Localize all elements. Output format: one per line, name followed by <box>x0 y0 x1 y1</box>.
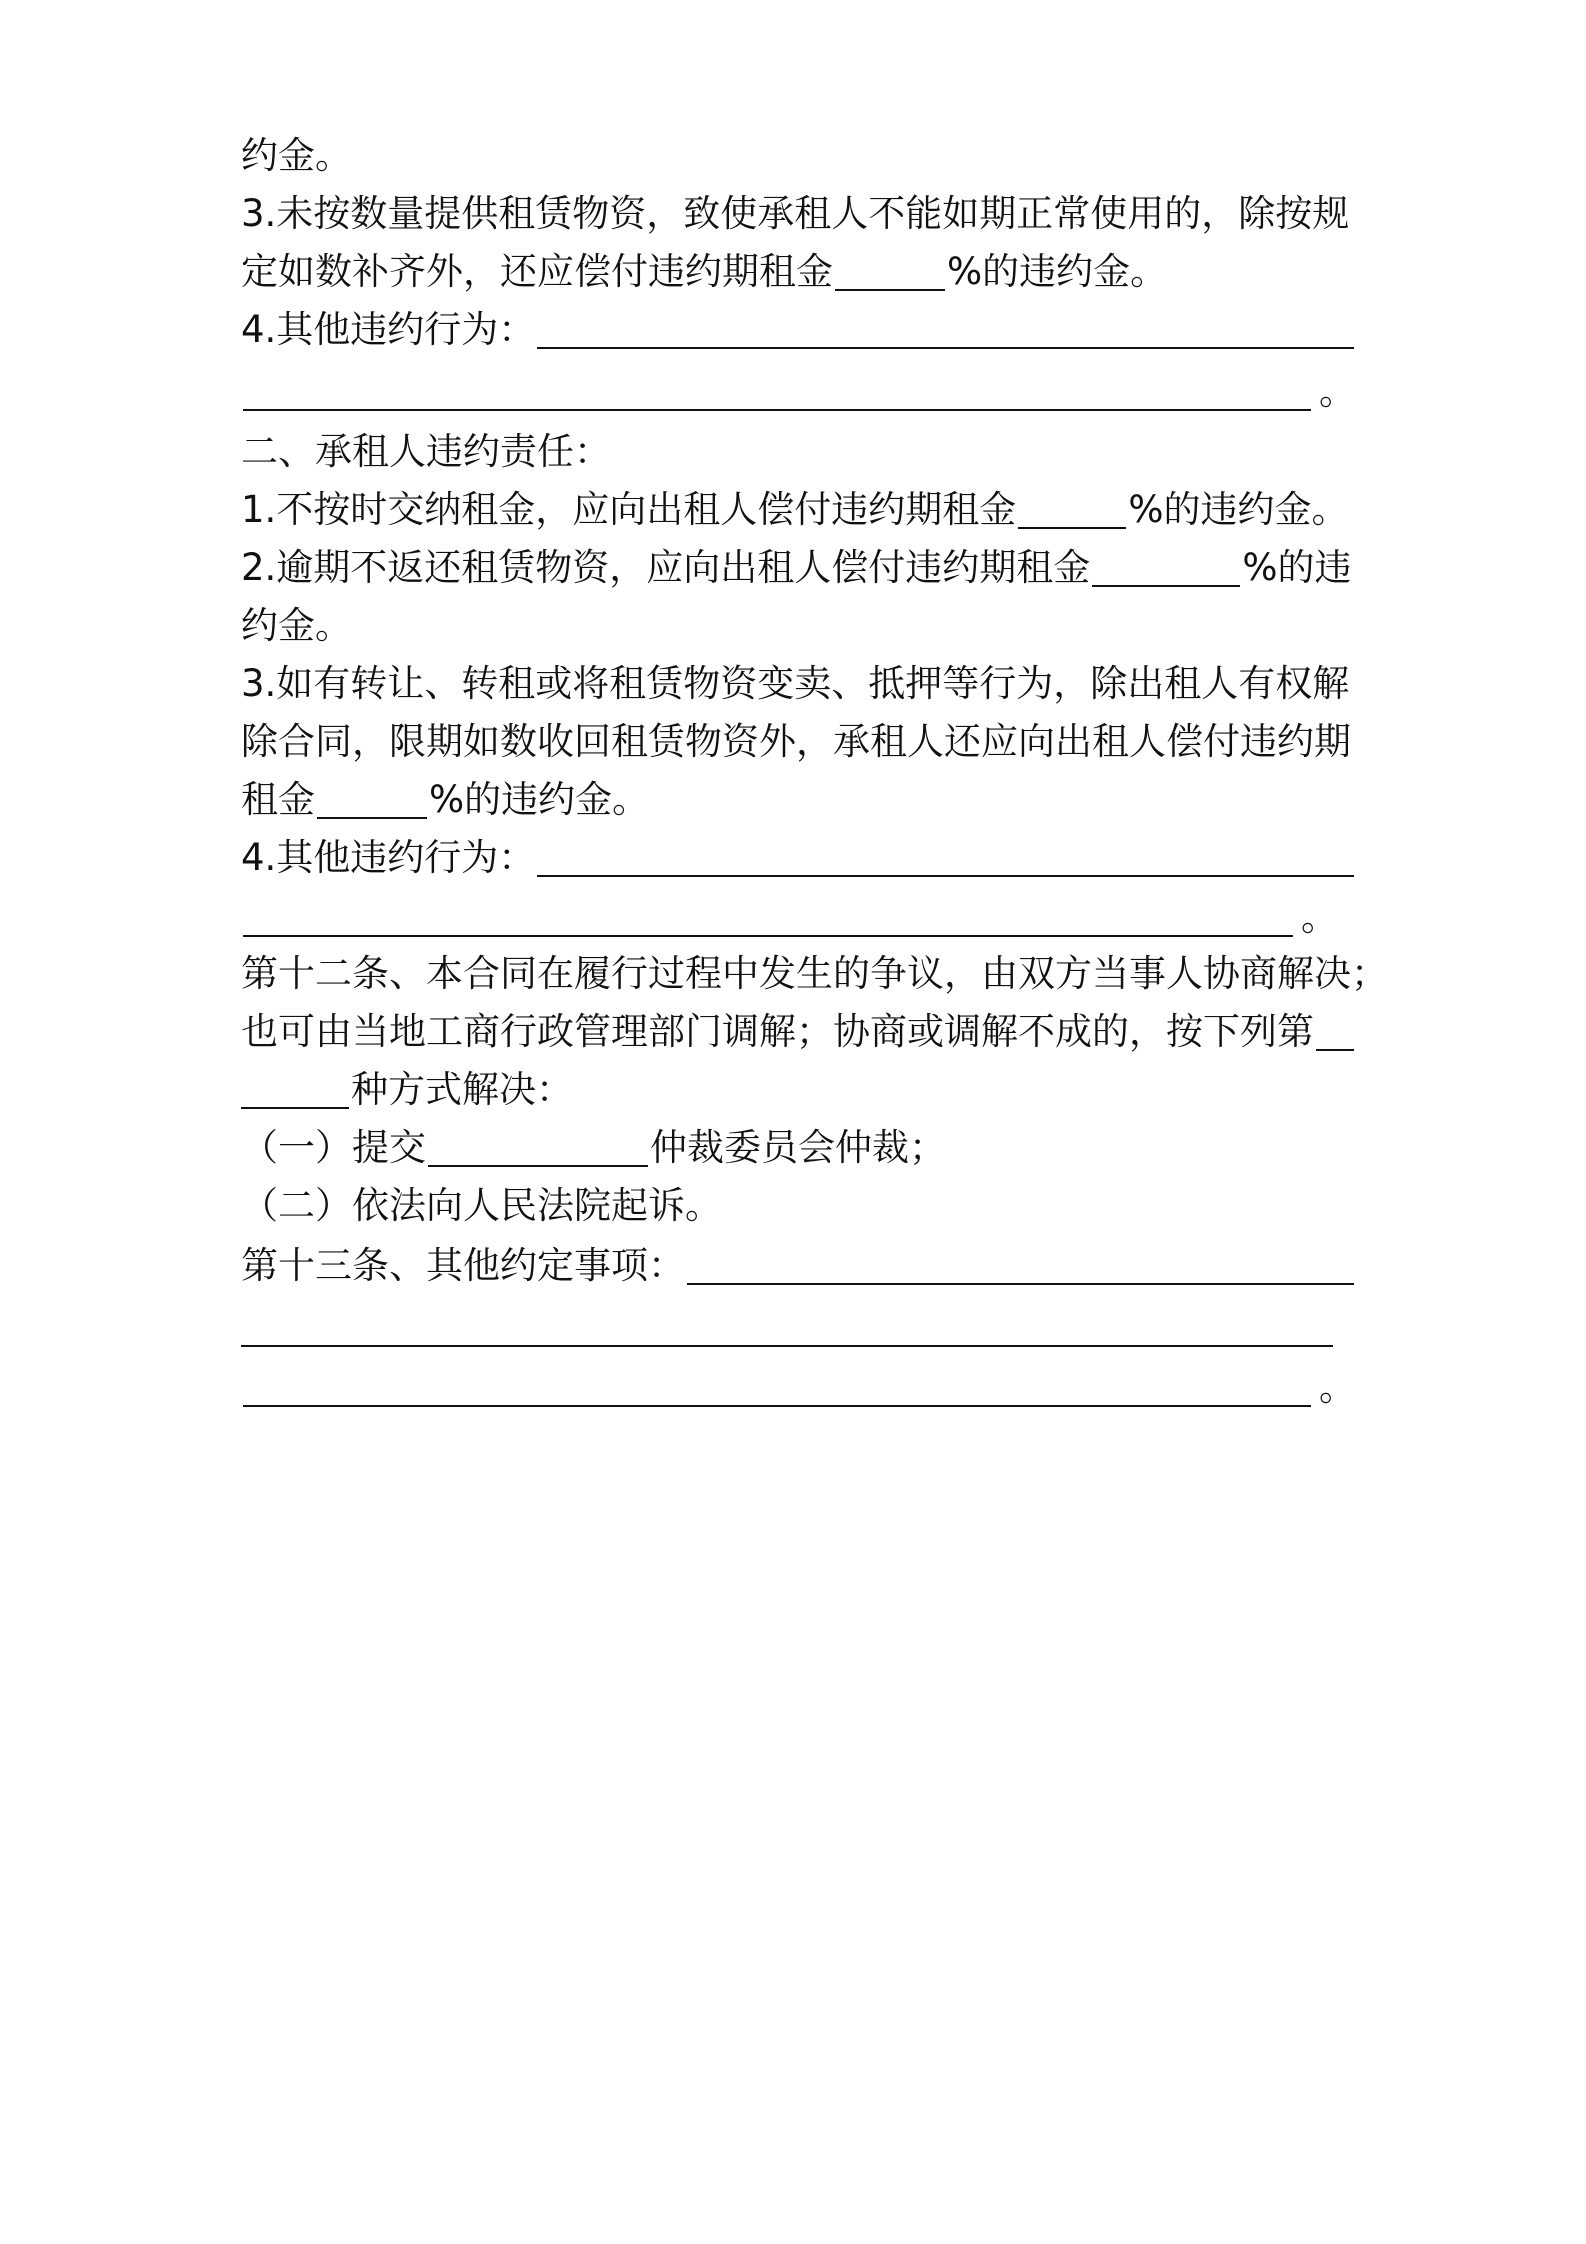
text-line <box>241 184 1356 244</box>
text-line <box>241 362 1356 422</box>
text-line <box>241 828 1356 888</box>
text-line <box>241 300 1356 360</box>
text-line <box>241 1118 1356 1178</box>
section2-item4-label: 4.其他违约行为： <box>241 836 536 879</box>
section2-item1-pre: 1.不按时交纳租金，应向出租人偿付违约期租金 <box>241 488 1017 531</box>
text-line <box>241 480 1356 540</box>
percent-blank[interactable] <box>835 249 945 291</box>
text-line <box>241 1060 1356 1120</box>
section2-item2-post: %的违 <box>1242 546 1352 589</box>
article12-line2: 也可由当地工商行政管理部门调解；协商或调解不成的，按下列第 <box>241 1010 1314 1053</box>
text-line <box>241 1358 1356 1418</box>
text-line <box>241 422 1356 482</box>
method-number-blank-cont[interactable] <box>241 1067 349 1109</box>
text-line <box>241 1002 1356 1062</box>
text-line <box>241 1176 1356 1236</box>
text-line <box>241 888 1356 948</box>
percent-blank[interactable] <box>1092 545 1240 587</box>
section2-item3-line3-pre: 租金 <box>241 778 315 821</box>
article12-option1-post: 仲裁委员会仲裁； <box>650 1126 946 1169</box>
text-line <box>241 242 1356 302</box>
section2-item3-line2: 除合同，限期如数收回租赁物资外，承租人还应向出租人偿付违约期 <box>241 720 1351 763</box>
arbitration-committee-blank[interactable] <box>428 1125 648 1167</box>
section1-item3-line1: 3.未按数量提供租赁物资，致使承租人不能如期正常使用的，除按规 <box>241 192 1350 235</box>
text-line <box>241 654 1356 714</box>
section2-item2-line2: 约金。 <box>241 604 352 647</box>
other-breach-blank-cont[interactable] <box>243 895 1293 937</box>
other-agreement-blank-cont[interactable] <box>241 1305 1333 1347</box>
section1-item3-line2-post: %的违约金。 <box>947 250 1168 293</box>
article12-option1-pre: （一）提交 <box>241 1126 426 1169</box>
text-line <box>241 538 1356 598</box>
section2-heading: 二、承租人违约责任： <box>241 430 611 473</box>
article12-option2: （二）依法向人民法院起诉。 <box>241 1184 722 1227</box>
other-agreement-blank[interactable] <box>687 1243 1354 1285</box>
section2-item3-line1: 3.如有转让、转租或将租赁物资变卖、抵押等行为，除出租人有权解 <box>241 662 1350 705</box>
other-breach-blank[interactable] <box>537 835 1354 877</box>
other-agreement-blank-cont[interactable] <box>243 1365 1311 1407</box>
section1-item3-line2-pre: 定如数补齐外，还应偿付违约期租金 <box>241 250 833 293</box>
section2-item2-pre: 2.逾期不返还租赁物资，应向出租人偿付违约期租金 <box>241 546 1091 589</box>
other-breach-blank-cont[interactable] <box>243 369 1311 411</box>
section2-item3-line3-post: %的违约金。 <box>429 778 650 821</box>
other-breach-blank[interactable] <box>537 307 1354 349</box>
line-end-period: 。 <box>1319 370 1356 413</box>
text-line <box>241 126 1356 186</box>
text-line <box>241 712 1356 772</box>
percent-blank[interactable] <box>1018 487 1126 529</box>
section2-item1-post: %的违约金。 <box>1128 488 1349 531</box>
text-line <box>241 944 1388 1004</box>
text-line <box>241 596 1356 656</box>
method-number-blank[interactable] <box>1316 1009 1354 1051</box>
article12-line1: 第十二条、本合同在履行过程中发生的争议，由双方当事人协商解决； <box>241 952 1388 995</box>
percent-blank[interactable] <box>317 777 427 819</box>
line-end-period: 。 <box>1301 896 1338 939</box>
text-line <box>241 770 1356 830</box>
section1-item4-label: 4.其他违约行为： <box>241 308 536 351</box>
article12-line3: 种方式解决： <box>351 1068 573 1111</box>
section1-continuation: 约金。 <box>241 134 352 177</box>
text-line <box>241 1298 1356 1358</box>
text-line <box>241 1236 1356 1296</box>
line-end-period: 。 <box>1319 1366 1356 1409</box>
article13-label: 第十三条、其他约定事项： <box>241 1244 685 1287</box>
